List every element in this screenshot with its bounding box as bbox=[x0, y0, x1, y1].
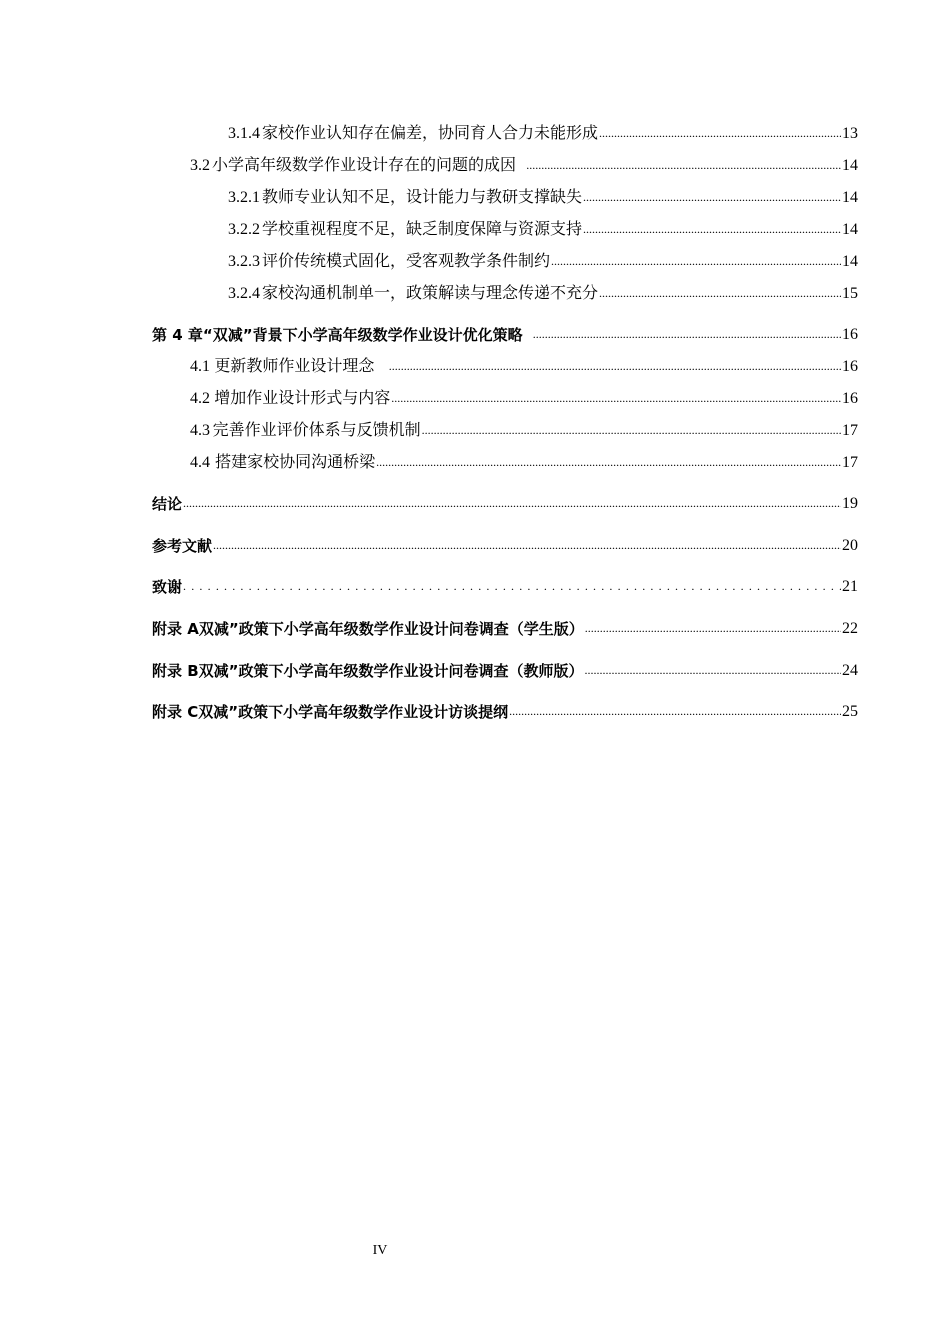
toc-title: 评价传统模式固化，受客观教学条件制约 bbox=[262, 253, 551, 270]
toc-title: 双减”政策下小学高年级数学作业设计访谈提纲 bbox=[198, 703, 509, 721]
toc-title: 致谢 bbox=[152, 578, 183, 596]
toc-entry-3-2-4[interactable] bbox=[0, 280, 950, 304]
toc-entry-acknowledgements[interactable] bbox=[0, 573, 950, 597]
toc-page-number: 14 bbox=[842, 189, 858, 206]
toc-page-number: 24 bbox=[842, 662, 858, 679]
toc-title: 双减”政策下小学高年级数学作业设计问卷调查（学生版） bbox=[198, 620, 584, 638]
toc-page-number: 20 bbox=[842, 537, 858, 554]
toc-entry-conclusion[interactable] bbox=[0, 490, 950, 514]
toc-section-number: 3.1.4 bbox=[228, 125, 260, 142]
toc-dot-leader bbox=[533, 326, 841, 342]
toc-dot-leader bbox=[183, 578, 841, 594]
toc-section-number: 3.2 bbox=[190, 157, 210, 174]
toc-entry-4-2[interactable] bbox=[0, 385, 950, 409]
toc-page-number: 17 bbox=[842, 454, 858, 471]
toc-dot-leader bbox=[389, 358, 841, 374]
toc-entry-4-3[interactable] bbox=[0, 417, 950, 441]
toc-page-number: 19 bbox=[842, 495, 858, 512]
toc-section-number: 3.2.1 bbox=[228, 189, 260, 206]
toc-page-number: 21 bbox=[842, 578, 858, 595]
toc-dot-leader bbox=[509, 703, 841, 719]
toc-entry-chapter-4[interactable] bbox=[0, 321, 950, 345]
toc-entry-3-2-2[interactable] bbox=[0, 216, 950, 240]
toc-title: 参考文献 bbox=[152, 537, 213, 555]
toc-page-number: 16 bbox=[842, 390, 858, 407]
toc-title: 教师专业认知不足，设计能力与教研支撑缺失 bbox=[262, 189, 583, 206]
toc-entry-3-2[interactable] bbox=[0, 152, 950, 176]
toc-title: 结论 bbox=[152, 495, 183, 513]
toc-page-number: 17 bbox=[842, 422, 858, 439]
toc-dot-leader bbox=[599, 285, 841, 301]
toc-section-number: 4.1 bbox=[190, 358, 210, 375]
toc-title: 增加作业设计形式与内容 bbox=[214, 390, 391, 407]
toc-appendix-label: 附录 C bbox=[152, 703, 199, 721]
toc-dot-leader bbox=[422, 422, 841, 438]
toc-entry-3-2-1[interactable] bbox=[0, 184, 950, 208]
toc-entry-3-2-3[interactable] bbox=[0, 248, 950, 272]
toc-dot-leader bbox=[213, 537, 841, 553]
toc-title: “双减”背景下小学高年级数学作业设计优化策略 bbox=[202, 326, 523, 344]
toc-page-number: 25 bbox=[842, 703, 858, 720]
toc-dot-leader bbox=[583, 189, 841, 205]
toc-dot-leader bbox=[376, 454, 841, 470]
toc-section-number: 3.2.3 bbox=[228, 253, 260, 270]
toc-page-number: 16 bbox=[842, 326, 858, 343]
toc-section-number: 4.3 bbox=[190, 422, 210, 439]
toc-title: 搭建家校协同沟通桥梁 bbox=[215, 454, 376, 471]
toc-title: 更新教师作业设计理念 bbox=[214, 358, 375, 375]
page-footer-number: IV bbox=[372, 1243, 388, 1258]
toc-page-number: 13 bbox=[842, 125, 858, 142]
toc-title: 完善作业评价体系与反馈机制 bbox=[212, 422, 421, 439]
toc-appendix-label: 附录 B bbox=[152, 662, 199, 680]
toc-entry-references[interactable] bbox=[0, 532, 950, 556]
toc-dot-leader bbox=[599, 125, 841, 141]
toc-entry-appendix-c[interactable] bbox=[0, 698, 950, 722]
toc-chapter-number: 第 4 章 bbox=[152, 326, 203, 344]
toc-entry-appendix-b[interactable] bbox=[0, 657, 950, 681]
toc-entry-4-1[interactable] bbox=[0, 353, 950, 377]
toc-title: 家校沟通机制单一，政策解读与理念传递不充分 bbox=[262, 285, 599, 302]
toc-title: 家校作业认知存在偏差，协同育人合力未能形成 bbox=[262, 125, 599, 142]
toc-dot-leader bbox=[583, 221, 841, 237]
toc-title: 学校重视程度不足，缺乏制度保障与资源支持 bbox=[262, 221, 583, 238]
toc-dot-leader bbox=[526, 157, 841, 173]
toc-section-number: 3.2.2 bbox=[228, 221, 260, 238]
toc-page-number: 15 bbox=[842, 285, 858, 302]
toc-dot-leader bbox=[585, 662, 841, 678]
toc-appendix-label: 附录 A bbox=[152, 620, 199, 638]
toc-section-number: 4.4 bbox=[190, 454, 210, 471]
toc-title: 小学高年级数学作业设计存在的问题的成因 bbox=[212, 157, 517, 174]
toc-entry-3-1-4[interactable] bbox=[0, 120, 950, 144]
toc-page-number: 16 bbox=[842, 358, 858, 375]
toc-section-number: 3.2.4 bbox=[228, 285, 260, 302]
toc-page-number: 14 bbox=[842, 157, 858, 174]
toc-page-number: 22 bbox=[842, 620, 858, 637]
toc-title: 双减”政策下小学高年级数学作业设计问卷调查（教师版） bbox=[198, 662, 584, 680]
toc-dot-leader bbox=[551, 253, 841, 269]
toc-page-number: 14 bbox=[842, 253, 858, 270]
toc-entry-4-4[interactable] bbox=[0, 449, 950, 473]
toc-section-number: 4.2 bbox=[190, 390, 210, 407]
toc-dot-leader bbox=[585, 620, 841, 636]
toc-dot-leader bbox=[183, 495, 841, 511]
toc-page-number: 14 bbox=[842, 221, 858, 238]
toc-entry-appendix-a[interactable] bbox=[0, 615, 950, 639]
toc-dot-leader bbox=[391, 390, 841, 406]
